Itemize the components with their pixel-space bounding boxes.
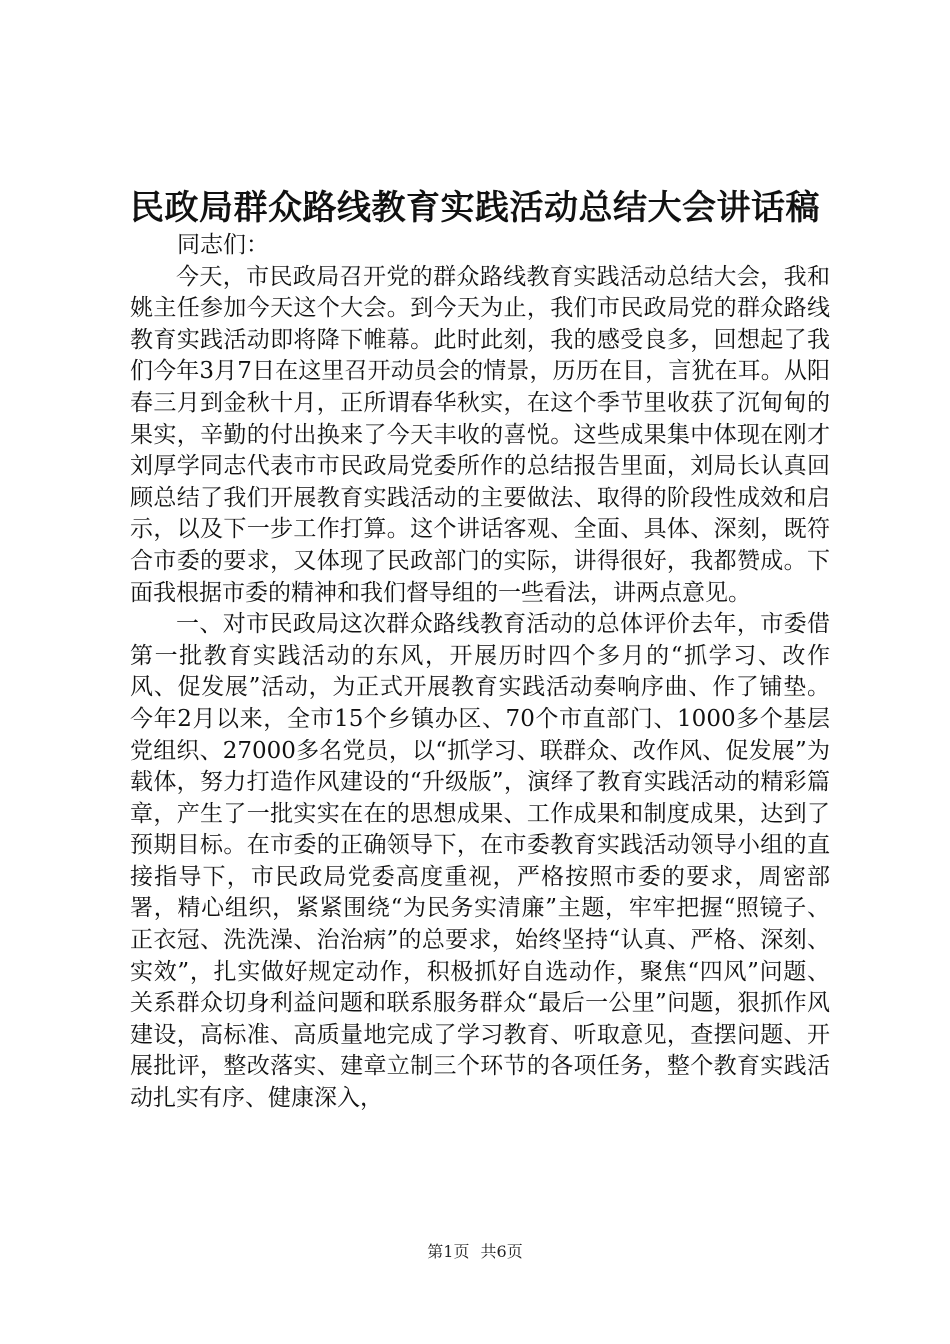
document-body [130,230,830,1115]
paragraph-section-one: 一、对市民政局这次群众路线教育活动的总体评价去年，市委借第一批教育实践活动的东风，开展历时四个多月的“抓学习、改作风、促发展”活动，为正式开展教育实践活动奏响序曲、作了铺垫。今年2月以来，全市15个乡镇办区、70个市直部门、1000多个基层党组织、27000多名党员，以“抓学习、联群众、改作风、促发展”为载体，努力打造作风建设的“升级版”，演绎了教育实践活动的精彩篇章，产生了一批实实在在的思想成果、工作成果和制度成果，达到了预期目标。在市委的正确领导下，在市委教育实践活动领导小组的直接指导下，市民政局党委高度重视，严格按照市委的要求，周密部署，精心组织，紧紧围绕“为民务实清廉”主题，牢牢把握“照镜子、正衣冠、洗洗澡、治治病”的总要求，始终坚持“认真、严格、深刻、实效”，扎实做好规定动作，积极抓好自选动作，聚焦“四风”问题、关系群众切身利益问题和联系服务群众“最后一公里”问题，狠抓作风建设，高标准、高质量地完成了学习教育、听取意见，查摆问题、开展批评，整改落实、建章立制三个环节的各项任务，整个教育实践活动扎实有序、健康深入， [130,611,830,1112]
page-total: 共6页 [480,1242,523,1261]
paragraph-opening: 今天，市民政局召开党的群众路线教育实践活动总结大会，我和姚主任参加今天这个大会。到今天为止，我们市民政局党的群众路线教育实践活动即将降下帷幕。此时此刻，我的感受良多，回想起了我们今年3月7日在这里召开动员会的情景，历历在目，言犹在耳。从阳春三月到金秋十月，正所谓春华秋实，在这个季节里收获了沉甸甸的果实，辛勤的付出换来了今天丰收的喜悦。这些成果集中体现在刚才刘厚学同志代表市市民政局党委所作的总结报告里面，刘局长认真回顾总结了我们开展教育实践活动的主要做法、取得的阶段性成效和启示，以及下一步工作打算。这个讲话客观、全面、具体、深刻，既符合市委的要求，又体现了民政部门的实际，讲得很好，我都赞成。下面我根据市委的精神和我们督导组的一些看法，讲两点意见。 [130,263,830,606]
document-title: 民政局群众路线教育实践活动总结大会讲话稿 [130,188,820,228]
salutation: 同志们： [177,232,269,258]
page-number: 第1页 [427,1242,470,1261]
page-footer [0,1241,950,1263]
